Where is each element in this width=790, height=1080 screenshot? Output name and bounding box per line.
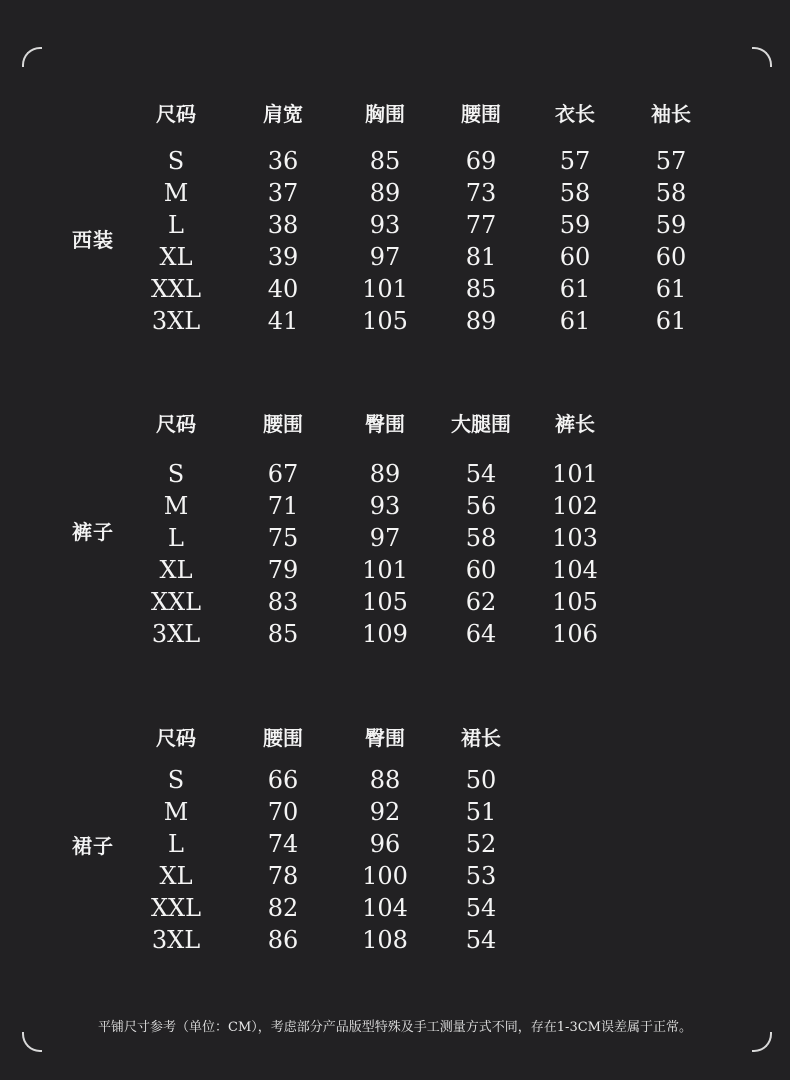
table-row — [0, 796, 790, 828]
size-label: XL — [159, 862, 193, 890]
measurement-cell: 93 — [369, 492, 401, 520]
measurement-cell: 70 — [267, 798, 299, 826]
measurement-cell: 78 — [267, 862, 299, 890]
size-label: L — [168, 524, 184, 552]
measurement-cell: 75 — [267, 524, 299, 552]
column-header: 尺码 — [156, 412, 196, 436]
table-header-row — [0, 98, 790, 130]
column-header: 臀围 — [365, 412, 405, 436]
measurement-cell: 82 — [267, 894, 299, 922]
table-row — [0, 764, 790, 796]
measurement-cell: 106 — [552, 620, 598, 648]
measurement-cell: 71 — [267, 492, 299, 520]
measurement-cell: 67 — [267, 460, 299, 488]
category-label: 西装 — [72, 228, 114, 252]
table-row — [0, 241, 790, 273]
measurement-note: 平铺尺寸参考（单位：CM），考虑部分产品版型特殊及手工测量方式不同，存在1-3CM误差属于正常。 — [98, 1020, 692, 1035]
measurement-cell: 38 — [267, 211, 299, 239]
measurement-cell: 88 — [369, 766, 401, 794]
measurement-cell: 74 — [267, 830, 299, 858]
size-label: M — [163, 492, 189, 520]
table-row — [0, 860, 790, 892]
measurement-cell: 50 — [465, 766, 497, 794]
measurement-cell: 58 — [655, 179, 687, 207]
measurement-cell: 79 — [267, 556, 299, 584]
measurement-cell: 58 — [559, 179, 591, 207]
size-label: XXL — [150, 275, 202, 303]
size-label: S — [167, 766, 185, 794]
measurement-cell: 101 — [362, 556, 408, 584]
category-label: 裙子 — [72, 834, 114, 858]
measurement-cell: 58 — [465, 524, 497, 552]
measurement-cell: 40 — [267, 275, 299, 303]
column-header: 腰围 — [461, 102, 501, 126]
size-label: XL — [159, 243, 193, 271]
measurement-cell: 77 — [465, 211, 497, 239]
column-header: 胸围 — [365, 102, 405, 126]
size-label: S — [167, 147, 185, 175]
measurement-cell: 85 — [267, 620, 299, 648]
measurement-cell: 93 — [369, 211, 401, 239]
measurement-cell: 59 — [655, 211, 687, 239]
table-row — [0, 209, 790, 241]
measurement-cell: 101 — [362, 275, 408, 303]
measurement-cell: 105 — [362, 307, 408, 335]
table-row — [0, 892, 790, 924]
measurement-cell: 104 — [362, 894, 408, 922]
measurement-cell: 83 — [267, 588, 299, 616]
measurement-cell: 81 — [465, 243, 497, 271]
category-label: 裤子 — [72, 520, 114, 544]
measurement-cell: 54 — [465, 460, 497, 488]
table-row — [0, 490, 790, 522]
size-label: XXL — [150, 588, 202, 616]
size-label: L — [168, 211, 184, 239]
measurement-cell: 57 — [559, 147, 591, 175]
corner-bracket-top-right — [752, 47, 772, 67]
table-row — [0, 273, 790, 305]
measurement-cell: 60 — [559, 243, 591, 271]
column-header: 大腿围 — [451, 412, 511, 436]
measurement-cell: 60 — [465, 556, 497, 584]
measurement-cell: 37 — [267, 179, 299, 207]
measurement-cell: 41 — [267, 307, 299, 335]
table-row — [0, 924, 790, 956]
column-header: 裤长 — [555, 412, 595, 436]
measurement-cell: 62 — [465, 588, 497, 616]
column-header: 裙长 — [461, 726, 501, 750]
measurement-cell: 61 — [655, 275, 687, 303]
measurement-cell: 92 — [369, 798, 401, 826]
table-row — [0, 586, 790, 618]
measurement-cell: 104 — [552, 556, 598, 584]
size-label: S — [167, 460, 185, 488]
measurement-cell: 56 — [465, 492, 497, 520]
measurement-cell: 97 — [369, 524, 401, 552]
measurement-cell: 61 — [559, 275, 591, 303]
size-label: 3XL — [151, 926, 201, 954]
size-label: XXL — [150, 894, 202, 922]
column-header: 腰围 — [263, 726, 303, 750]
measurement-cell: 103 — [552, 524, 598, 552]
measurement-cell: 85 — [369, 147, 401, 175]
measurement-cell: 73 — [465, 179, 497, 207]
column-header: 尺码 — [156, 726, 196, 750]
measurement-cell: 86 — [267, 926, 299, 954]
corner-bracket-bottom-left — [22, 1032, 42, 1052]
measurement-cell: 102 — [552, 492, 598, 520]
column-header: 臀围 — [365, 726, 405, 750]
column-header: 肩宽 — [263, 102, 303, 126]
measurement-cell: 69 — [465, 147, 497, 175]
measurement-cell: 59 — [559, 211, 591, 239]
measurement-cell: 109 — [362, 620, 408, 648]
table-row — [0, 177, 790, 209]
corner-bracket-top-left — [22, 47, 42, 67]
measurement-cell: 54 — [465, 926, 497, 954]
column-header: 衣长 — [555, 102, 595, 126]
measurement-cell: 100 — [362, 862, 408, 890]
table-row — [0, 828, 790, 860]
measurement-cell: 57 — [655, 147, 687, 175]
measurement-cell: 64 — [465, 620, 497, 648]
measurement-cell: 61 — [655, 307, 687, 335]
measurement-cell: 105 — [362, 588, 408, 616]
table-row — [0, 554, 790, 586]
measurement-cell: 96 — [369, 830, 401, 858]
table-row — [0, 618, 790, 650]
column-header: 腰围 — [263, 412, 303, 436]
measurement-cell: 85 — [465, 275, 497, 303]
measurement-cell: 105 — [552, 588, 598, 616]
measurement-cell: 39 — [267, 243, 299, 271]
measurement-cell: 60 — [655, 243, 687, 271]
table-row — [0, 522, 790, 554]
size-label: XL — [159, 556, 193, 584]
size-label: 3XL — [151, 620, 201, 648]
measurement-cell: 97 — [369, 243, 401, 271]
size-label: 3XL — [151, 307, 201, 335]
table-row — [0, 305, 790, 337]
measurement-cell: 54 — [465, 894, 497, 922]
measurement-cell: 89 — [369, 460, 401, 488]
size-label: M — [163, 798, 189, 826]
measurement-cell: 101 — [552, 460, 598, 488]
measurement-cell: 89 — [369, 179, 401, 207]
measurement-cell: 53 — [465, 862, 497, 890]
measurement-cell: 66 — [267, 766, 299, 794]
measurement-cell: 51 — [465, 798, 497, 826]
measurement-cell: 61 — [559, 307, 591, 335]
table-header-row — [0, 408, 790, 440]
corner-bracket-bottom-right — [752, 1032, 772, 1052]
table-row — [0, 145, 790, 177]
size-label: M — [163, 179, 189, 207]
size-label: L — [168, 830, 184, 858]
column-header: 尺码 — [156, 102, 196, 126]
measurement-cell: 108 — [362, 926, 408, 954]
table-header-row — [0, 722, 790, 754]
measurement-cell: 89 — [465, 307, 497, 335]
table-row — [0, 458, 790, 490]
column-header: 袖长 — [651, 102, 691, 126]
measurement-cell: 36 — [267, 147, 299, 175]
measurement-cell: 52 — [465, 830, 497, 858]
